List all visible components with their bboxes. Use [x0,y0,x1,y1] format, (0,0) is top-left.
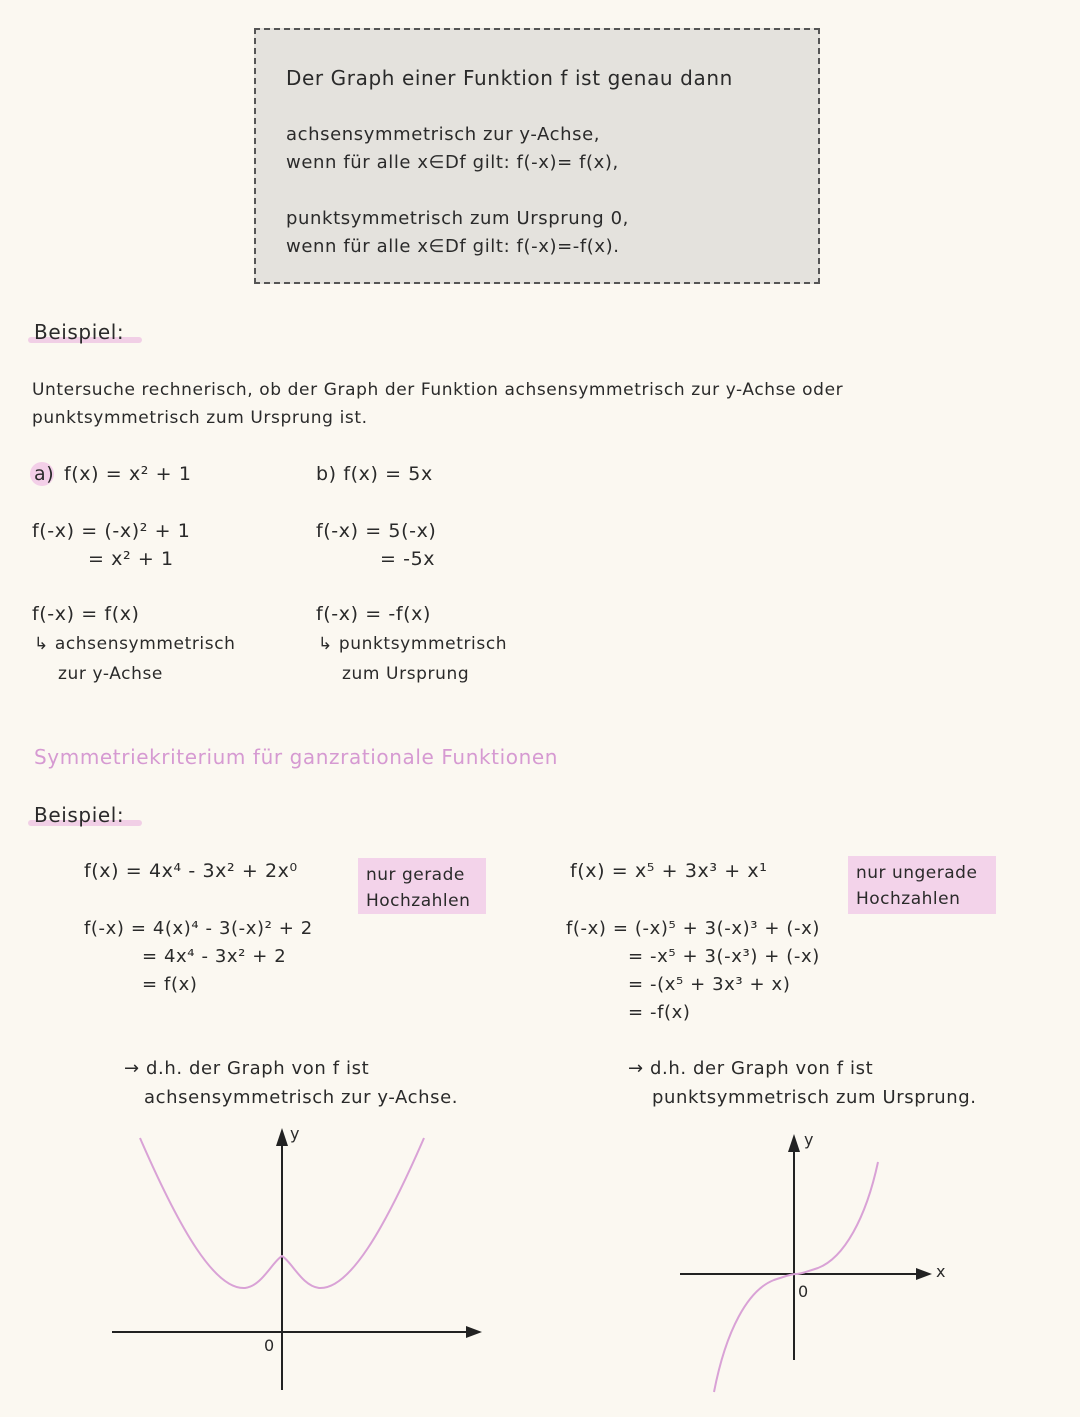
even-step2: = 4x⁴ - 3x² + 2 [142,946,287,967]
definition-intro: Der Graph einer Funktion f ist genau dann [286,66,733,90]
odd-conclusion1: → d.h. der Graph von f ist [628,1058,874,1079]
even-y-label: y [290,1124,301,1143]
point-symmetry-definition: punktsymmetrisch zum Ursprung 0, [286,208,629,229]
even-conclusion1: → d.h. der Graph von f ist [124,1058,370,1079]
part-b-step1: f(-x) = 5(-x) [316,520,437,542]
part-a-label: a) [34,463,55,485]
odd-step2: = -x⁵ + 3(-x³) + (-x) [628,946,820,967]
example-heading: Beispiel: [34,320,125,344]
axis-symmetry-definition: achsensymmetrisch zur y-Achse, [286,124,601,145]
odd-origin-label: 0 [798,1282,809,1301]
even-note-line2: Hochzahlen [366,891,471,911]
part-a-result2: zur y-Achse [58,664,163,684]
odd-function: f(x) = x⁵ + 3x³ + x¹ [570,860,768,882]
part-a-function: f(x) = x² + 1 [64,463,192,485]
odd-step3: = -(x⁵ + 3x³ + x) [628,974,791,995]
part-a-result1: ↳ achsensymmetrisch [34,634,236,654]
task-text-line2: punktsymmetrisch zum Ursprung ist. [32,408,368,428]
even-origin-label: 0 [264,1336,275,1355]
part-a-conclusion: f(-x) = f(x) [32,603,140,625]
even-conclusion2: achsensymmetrisch zur y-Achse. [144,1087,459,1108]
even-function: f(x) = 4x⁴ - 3x² + 2x⁰ [84,860,298,882]
odd-y-arrow [788,1134,800,1152]
part-a-step2: = x² + 1 [88,548,174,570]
part-b-function: b) f(x) = 5x [316,463,433,485]
part-b-result2: zum Ursprung [342,664,470,684]
criterion-example-heading: Beispiel: [34,803,125,827]
odd-conclusion2: punktsymmetrisch zum Ursprung. [652,1087,977,1108]
axis-symmetry-condition: wenn für alle x∈Df gilt: f(-x)= f(x), [286,152,619,173]
odd-x-arrow [916,1268,932,1280]
part-b-step2: = -5x [380,548,436,570]
even-step3: = f(x) [142,974,198,995]
odd-x-label: x [936,1262,947,1281]
even-step1: f(-x) = 4(x)⁴ - 3(-x)² + 2 [84,918,313,939]
odd-note-line2: Hochzahlen [856,889,961,909]
part-a-step1: f(-x) = (-x)² + 1 [32,520,191,542]
task-text-line1: Untersuche rechnerisch, ob der Graph der Funktion achsensymmetrisch zur y-Achse oder [32,380,844,400]
part-b-conclusion: f(-x) = -f(x) [316,603,432,625]
point-symmetry-condition: wenn für alle x∈Df gilt: f(-x)=-f(x). [286,236,620,257]
odd-step1: f(-x) = (-x)⁵ + 3(-x)³ + (-x) [566,918,820,939]
odd-curve [714,1162,878,1392]
odd-step4: = -f(x) [628,1002,691,1023]
odd-y-label: y [804,1130,815,1149]
odd-note-line1: nur ungerade [856,863,978,883]
part-b-result1: ↳ punktsymmetrisch [318,634,508,654]
criterion-title: Symmetriekriterium für ganzrationale Funktionen [34,745,559,769]
even-note-line1: nur gerade [366,865,465,885]
